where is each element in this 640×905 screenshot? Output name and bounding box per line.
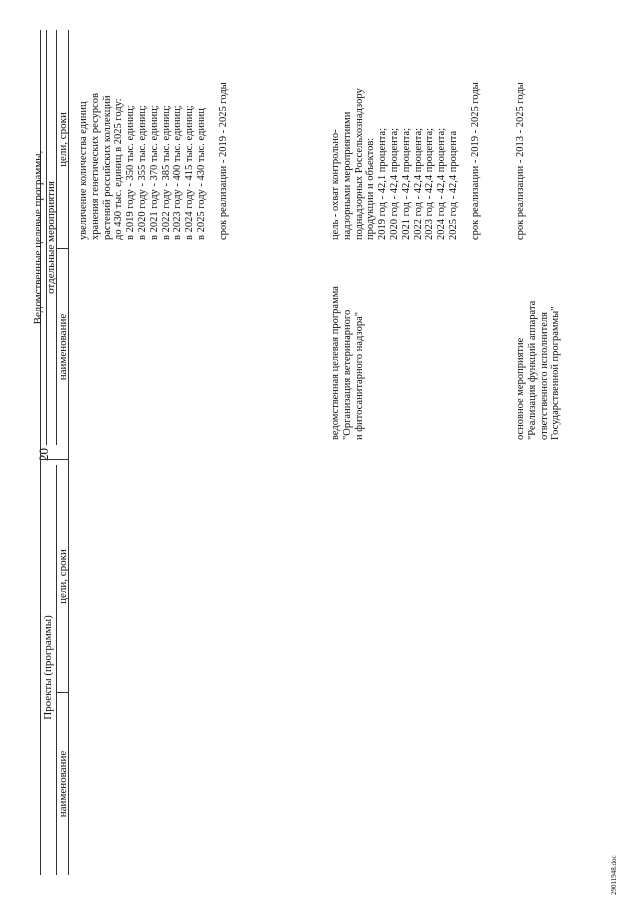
goal-line: до 430 тыс. единиц в 2025 году: — [113, 98, 125, 240]
name-line: "Реализация функций аппарата — [526, 300, 538, 440]
goal-line: хранения генетических ресурсов — [89, 93, 101, 240]
departmental-header-line1: Ведомственные целевые программы, — [32, 150, 44, 325]
projects-header: Проекты (программы) — [42, 615, 54, 720]
name-line: "Организация ветеринарного — [341, 309, 353, 440]
goal-line: продукции и объектов: — [365, 137, 377, 240]
name-line: ответственного исполнителя — [538, 312, 550, 440]
row3-goals — [515, 82, 527, 240]
goal-line: в 2021 году - 370 тыс. единиц; — [148, 105, 160, 240]
goal-line: в 2020 году - 355 тыс. единиц; — [136, 105, 148, 240]
goal-line: 2023 год - 42,4 процента; — [424, 127, 436, 240]
goal-line: в 2019 году - 350 тыс. единиц; — [125, 105, 137, 240]
row3-name — [515, 301, 562, 440]
row1-goals — [78, 82, 230, 240]
goal-line: 2019 год - 42,1 процента; — [377, 127, 389, 240]
name-line: основное мероприятие — [515, 337, 526, 440]
goal-line: надзорными мероприятиями — [341, 111, 353, 240]
page-number: 20 — [36, 448, 51, 461]
term-text: срок реализации - 2013 - 2025 годы — [515, 82, 526, 240]
goal-line: поднадзорных Россельхознадзору — [353, 88, 365, 240]
departmental-header-line2: отдельные мероприятия — [45, 181, 57, 294]
name-line: и фитосанитарного надзора" — [353, 311, 365, 440]
goal-line: в 2025 году - 430 тыс. единиц — [195, 108, 207, 240]
goal-line: в 2024 году - 415 тыс. единиц; — [184, 105, 196, 240]
row2-goals — [330, 82, 482, 240]
name-line: ведомственная целевая программа — [330, 286, 341, 440]
row2-name — [330, 286, 365, 440]
goal-line: 2022 год - 42,4 процента; — [412, 127, 424, 240]
term-text: срок реализации - 2019 - 2025 годы — [469, 82, 481, 240]
goal-line: 2020 год - 42,4 процента; — [388, 127, 400, 240]
projects-goals-header: цели, сроки — [57, 549, 69, 604]
footer-doc-code: 29011948.doc — [610, 855, 618, 895]
goal-line: в 2023 году - 400 тыс. единиц; — [172, 105, 184, 240]
departmental-goals-header: цели, сроки — [57, 112, 69, 167]
projects-name-header: наименование — [57, 750, 69, 818]
goal-line: растений российских коллекций — [101, 95, 113, 240]
name-line: Государственной программы" — [550, 306, 562, 440]
goal-line: 2024 год - 42,4 процента; — [436, 127, 448, 240]
departmental-name-header: наименование — [57, 313, 69, 381]
goal-line: в 2022 году - 385 тыс. единиц; — [160, 105, 172, 240]
goal-line: 2025 год - 42,4 процента — [447, 130, 459, 240]
term-text: срок реализации - 2019 - 2025 годы — [217, 82, 229, 240]
goal-line: увеличение количества единиц — [78, 101, 89, 240]
goal-line: цель - охват контрольно- — [330, 129, 341, 240]
goal-line: 2021 год - 42,4 процента; — [400, 127, 412, 240]
